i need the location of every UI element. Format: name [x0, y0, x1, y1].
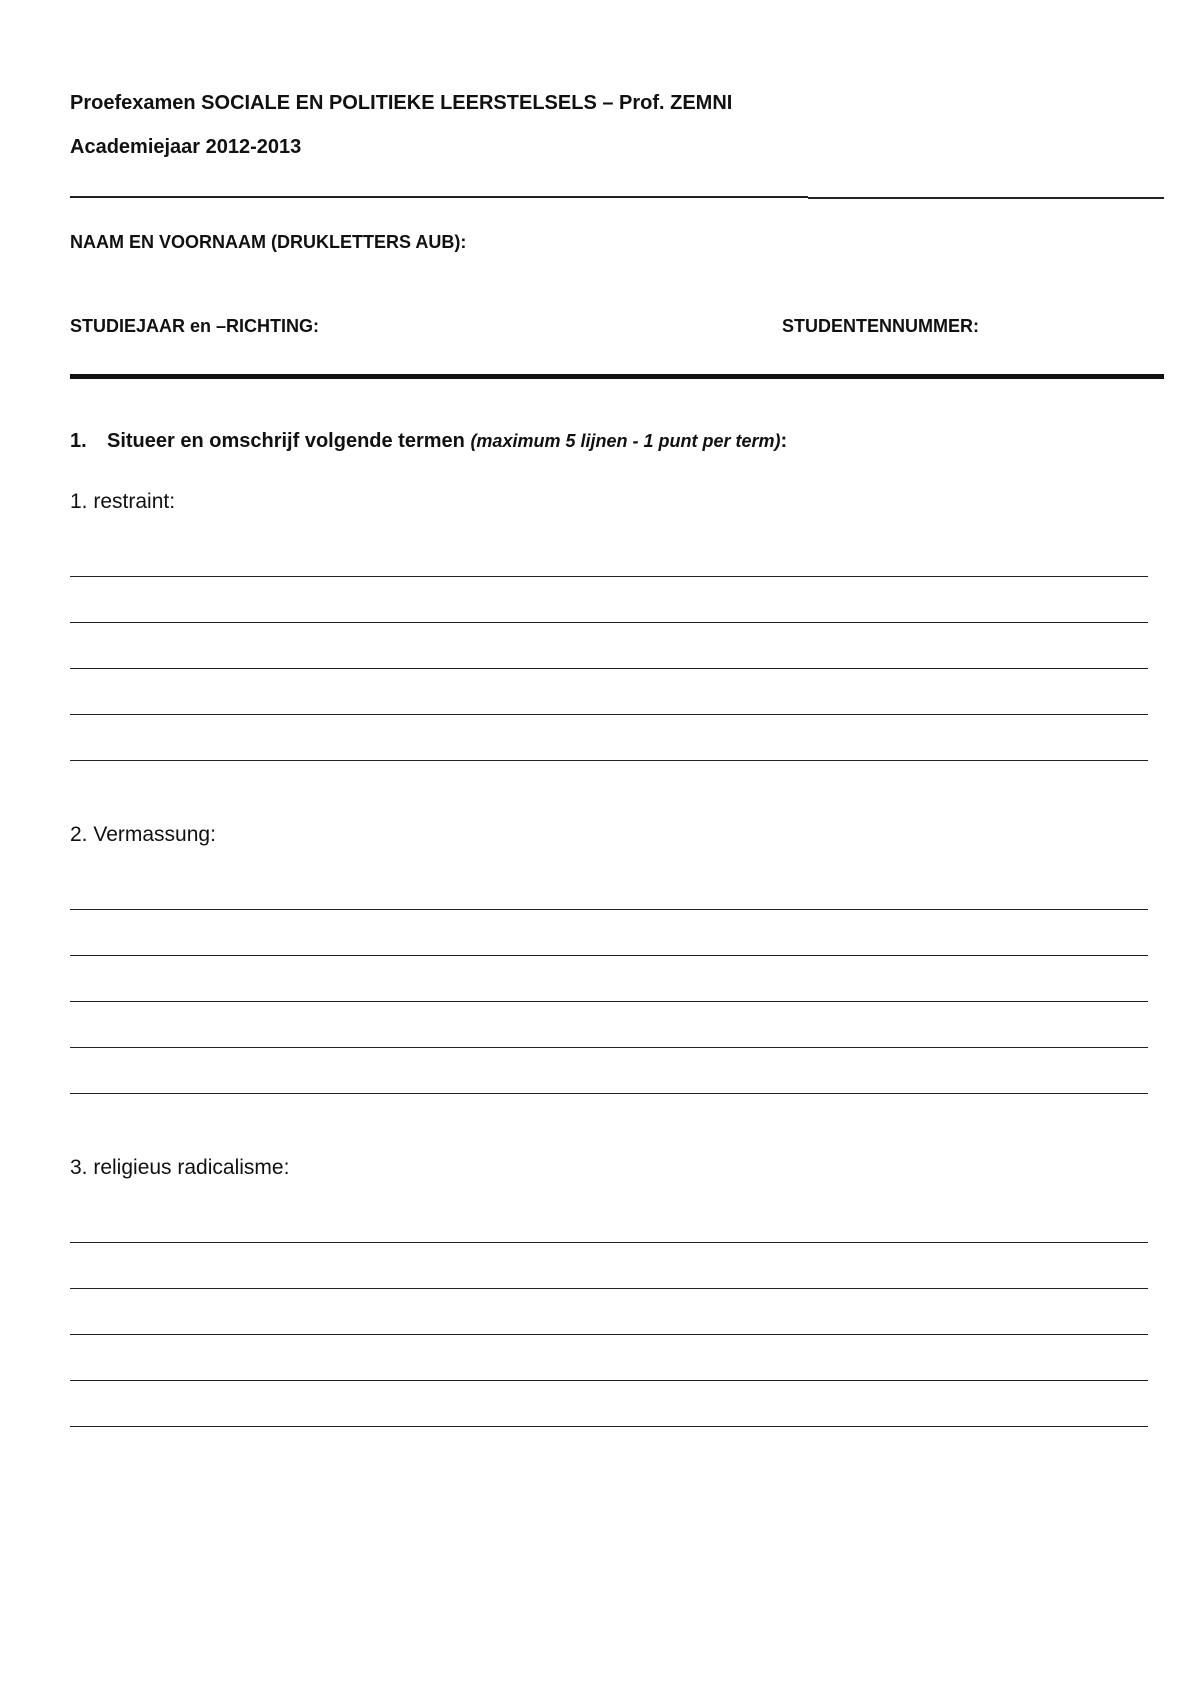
answer-line[interactable] — [70, 576, 1148, 577]
answer-line[interactable] — [70, 1288, 1148, 1289]
question-suffix: : — [780, 430, 788, 452]
name-field-label: NAAM EN VOORNAAM (DRUKLETTERS AUB): — [70, 232, 467, 252]
term-label-2: 2. Vermassung: — [70, 823, 216, 846]
question-note: (maximum 5 lijnen - 1 punt per term) — [470, 431, 781, 451]
answer-line[interactable] — [70, 1047, 1148, 1048]
answer-line[interactable] — [70, 1001, 1148, 1002]
student-number-field-label: STUDENTENNUMMER: — [782, 316, 979, 336]
question-number: 1. — [70, 430, 87, 452]
academic-year: Academiejaar 2012-2013 — [70, 136, 302, 158]
header-divider-right — [808, 197, 1164, 199]
section-divider — [70, 374, 1164, 379]
question-text: Situeer en omschrijf volgende termen — [107, 430, 465, 452]
term-label-3: 3. religieus radicalisme: — [70, 1156, 290, 1179]
study-field-label: STUDIEJAAR en –RICHTING: — [70, 316, 320, 336]
answer-line[interactable] — [70, 622, 1148, 623]
answer-line[interactable] — [70, 1426, 1148, 1427]
answer-line[interactable] — [70, 1380, 1148, 1381]
answer-line[interactable] — [70, 760, 1148, 761]
answer-line[interactable] — [70, 1093, 1148, 1094]
answer-line[interactable] — [70, 668, 1148, 669]
answer-line[interactable] — [70, 909, 1148, 910]
exam-title: Proefexamen SOCIALE EN POLITIEKE LEERSTELSELS – Prof. ZEMNI — [70, 92, 733, 114]
header-divider — [70, 196, 808, 198]
answer-line[interactable] — [70, 714, 1148, 715]
answer-line[interactable] — [70, 1334, 1148, 1335]
answer-line[interactable] — [70, 1242, 1148, 1243]
term-label-1: 1. restraint: — [70, 490, 176, 513]
answer-line[interactable] — [70, 955, 1148, 956]
question-1 — [70, 430, 787, 453]
